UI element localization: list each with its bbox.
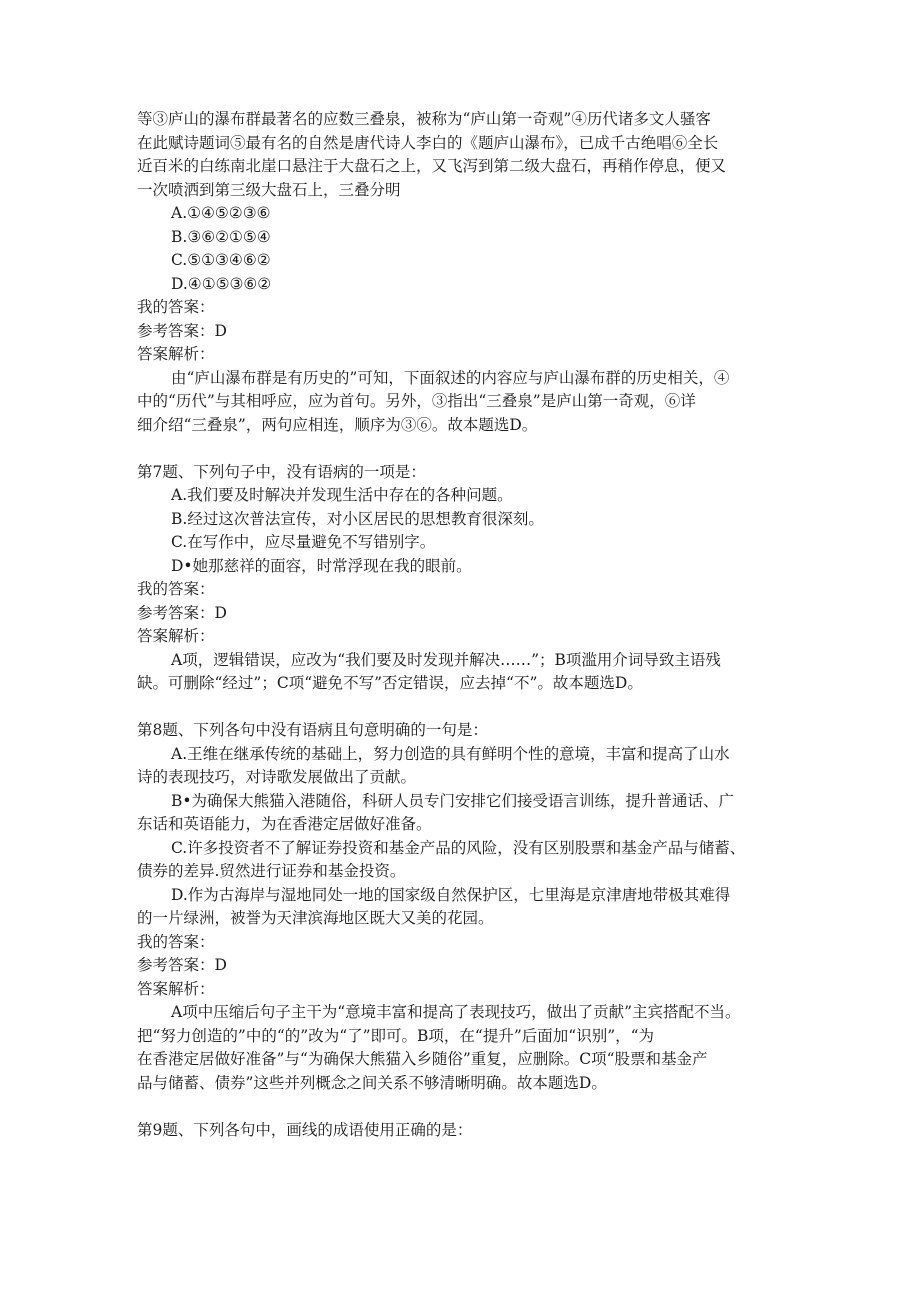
option-c: C.许多投资者不了解证券投资和基金产品的风险，没有区别股票和基金产品与储蓄、 (171, 838, 746, 857)
my-answer-label: 我的答案： (137, 298, 215, 316)
reference-answer: 参考答案：D (137, 603, 227, 622)
analysis-line: 由“庐山瀑布群是有历史的”可知，下面叙述的内容应与庐山瀑布群的历史相关，④ (171, 368, 730, 387)
option-a: A.①④⑤②③⑥ (171, 204, 271, 222)
option-d: D•她那慈祥的面容，时常浮现在我的眼前。 (171, 556, 472, 575)
analysis-label: 答案解析： (137, 627, 215, 645)
question-stem-line: 一次喷洒到第三级大盘石上，三叠分明 (137, 180, 401, 199)
reference-answer: 参考答案：D (137, 956, 227, 974)
option-d: D.④①⑤③⑥② (171, 274, 272, 293)
option-c: C.在写作中，应尽量避免不写错别字。 (171, 533, 436, 551)
question-8 (137, 719, 797, 1095)
option-a: A.王维在继承传统的基础上，努力创造的具有鲜明个性的意境，丰富和提高了山水 (171, 744, 730, 763)
analysis-line: 缺。可删除“经过”；C项“避免不写”否定错误，应去掉“不”。故本题选D。 (137, 674, 643, 692)
analysis-line: A项，逻辑错误，应改为“我们要及时发现并解决……”；B项滥用介词导致主语残 (171, 650, 721, 669)
option-c-cont: 债券的差异.贸然进行证券和基金投资。 (137, 862, 406, 880)
question-9 (137, 1119, 797, 1143)
option-a: A.我们要及时解决并发现生活中存在的各种问题。 (171, 486, 513, 504)
question-6 (137, 108, 797, 437)
analysis-line: 中的“历代”与其相呼应，应为首句。另外，③指出“三叠泉”是庐山第一奇观，⑥详 (137, 392, 696, 410)
analysis-line: 细介绍“三叠泉”，两句应相连，顺序为③⑥。故本题选D。 (137, 415, 538, 434)
document-content (137, 108, 797, 1142)
question-7 (137, 461, 797, 696)
my-answer-label: 我的答案： (137, 580, 215, 598)
option-a-cont: 诗的表现技巧，对诗歌发展做出了贡献。 (137, 768, 417, 786)
spacer (137, 696, 797, 720)
my-answer-label: 我的答案： (137, 932, 215, 951)
question-stem-line: 等③庐山的瀑布群最著名的应数三叠泉，被称为“庐山第一奇观”④历代诸多文人骚客 (137, 110, 711, 128)
option-b: B.③⑥②①⑤④ (171, 227, 271, 246)
option-d-cont: 的一片绿洲，被誉为天津滨海地区既大又美的花园。 (137, 909, 494, 927)
analysis-line: A项中压缩后句子主干为“意境丰富和提高了表现技巧，做出了贡献”主宾搭配不当。 (171, 1003, 741, 1021)
analysis-line: 在香港定居做好准备”与“为确保大熊猫入乡随俗”重复，应删除。C项“股票和基金产 (137, 1050, 708, 1068)
analysis-line: 把“努力创造的”中的“的”改为“了”即可。B项，在“提升”后面加“识别”，“为 (137, 1026, 655, 1045)
option-b: B•为确保大熊猫入港随俗，科研人员专门安排它们接受语言训练，提升普通话、广 (171, 791, 735, 810)
reference-answer: 参考答案：D (137, 321, 227, 340)
option-c: C.⑤①③④⑥② (171, 251, 271, 269)
question-title: 第7题、下列句子中，没有语病的一项是： (137, 462, 426, 481)
analysis-label: 答案解析： (137, 979, 215, 998)
question-stem-line: 近百米的白练南北崖口悬注于大盘石之上，又飞泻到第二级大盘石，再稍作停息，便又 (137, 157, 727, 175)
spacer (137, 437, 797, 461)
option-b: B.经过这次普法宣传，对小区居民的思想教育很深刻。 (171, 509, 544, 528)
question-title: 第9题、下列各句中，画线的成语使用正确的是： (137, 1120, 473, 1139)
spacer (137, 1095, 797, 1119)
analysis-label: 答案解析： (137, 345, 215, 363)
question-stem-line: 在此赋诗题词⑤最有名的自然是唐代诗人李白的《题庐山瀑布》，已成千古绝唱⑥全长 (137, 133, 719, 152)
analysis-line: 品与储蓄、债券”这些并列概念之间关系不够清晰明确。故本题选D。 (137, 1073, 607, 1092)
question-title: 第8题、下列各句中没有语病且句意明确的一句是： (137, 721, 488, 739)
option-d: D.作为古海岸与湿地同处一地的国家级自然保护区，七里海是京津唐地带极其难得 (171, 885, 731, 904)
option-b-cont: 东话和英语能力，为在香港定居做好准备。 (137, 815, 432, 833)
